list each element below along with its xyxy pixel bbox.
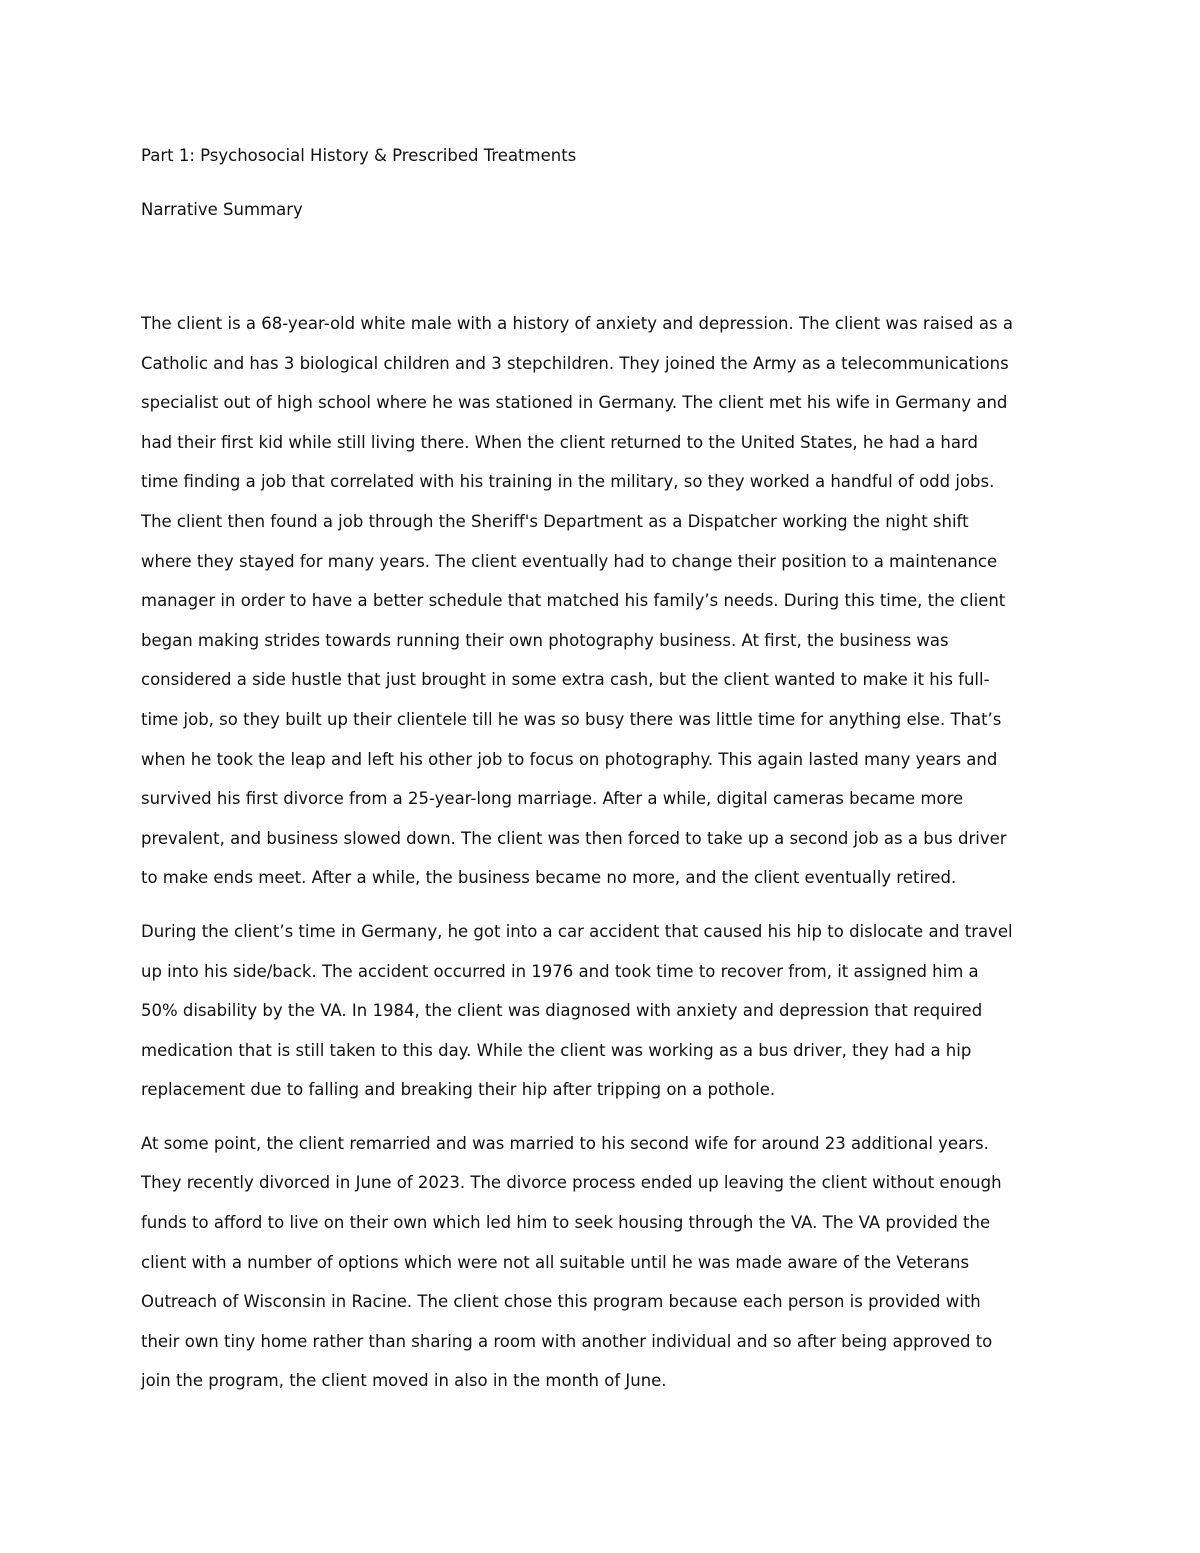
paragraph-line: considered a side hustle that just brought in some extra cash, but the client wanted to make it his full- [141,670,990,690]
paragraph-line: their own tiny home rather than sharing a room with another individual and so after being approved to [141,1331,993,1351]
paragraph-line: had their first kid while still living there. When the client returned to the United States, he had a hard [141,432,978,452]
paragraph-line: prevalent, and business slowed down. The client was then forced to take up a second job as a bus driver [141,828,1007,848]
paragraph-line: 50% disability by the VA. In 1984, the client was diagnosed with anxiety and depression that required [141,1001,983,1021]
paragraph-line: when he took the leap and left his other job to focus on photography. This again lasted many years and [141,749,998,769]
document-title: Part 1: Psychosocial History & Prescribed Treatments [141,146,577,165]
paragraph [141,912,1061,1110]
paragraph-line: began making strides towards running their own photography business. At first, the business was [141,630,949,650]
paragraph-line: Outreach of Wisconsin in Racine. The client chose this program because each person is provided with [141,1292,981,1312]
paragraph [141,1124,1061,1401]
paragraph-line: They recently divorced in June of 2023. The divorce process ended up leaving the client without enough [141,1173,1002,1193]
paragraph-line: medication that is still taken to this day. While the client was working as a bus driver, they had a hip [141,1040,972,1060]
paragraph-line: Catholic and has 3 biological children and 3 stepchildren. They joined the Army as a telecommunications [141,353,1009,373]
paragraph-line: During the client’s time in Germany, he got into a car accident that caused his hip to dislocate and travel [141,921,1013,941]
paragraph-line: client with a number of options which were not all suitable until he was made aware of the Veterans [141,1252,970,1272]
paragraph-line: At some point, the client remarried and was married to his second wife for around 23 additional years. [141,1133,989,1153]
paragraph-line: funds to afford to live on their own which led him to seek housing through the VA. The VA provided the [141,1213,991,1233]
paragraph-line: time job, so they built up their clientele till he was so busy there was little time for anything else. That’s [141,709,1002,729]
narrative-body [141,304,1061,1415]
paragraph-line: to make ends meet. After a while, the business became no more, and the client eventually retired. [141,868,957,888]
document-subtitle: Narrative Summary [141,200,303,219]
paragraph-line: time finding a job that correlated with his training in the military, so they worked a handful of odd jobs. [141,472,995,492]
paragraph-line: The client then found a job through the Sheriff's Department as a Dispatcher working the night shift [141,511,969,531]
paragraph-line: where they stayed for many years. The client eventually had to change their position to a maintenance [141,551,998,571]
paragraph-line: replacement due to falling and breaking their hip after tripping on a pothole. [141,1080,776,1100]
paragraph-line: specialist out of high school where he was stationed in Germany. The client met his wife in Germany and [141,393,1008,413]
paragraph [141,304,1061,898]
paragraph-line: join the program, the client moved in also in the month of June. [141,1371,667,1391]
paragraph-line: up into his side/back. The accident occurred in 1976 and took time to recover from, it assigned him a [141,961,979,981]
paragraph-line: The client is a 68-year-old white male with a history of anxiety and depression. The client was raised as a [141,314,1013,333]
paragraph-line: manager in order to have a better schedule that matched his family’s needs. During this time, the client [141,591,1006,611]
paragraph-line: survived his first divorce from a 25-year-long marriage. After a while, digital cameras became more [141,789,964,809]
